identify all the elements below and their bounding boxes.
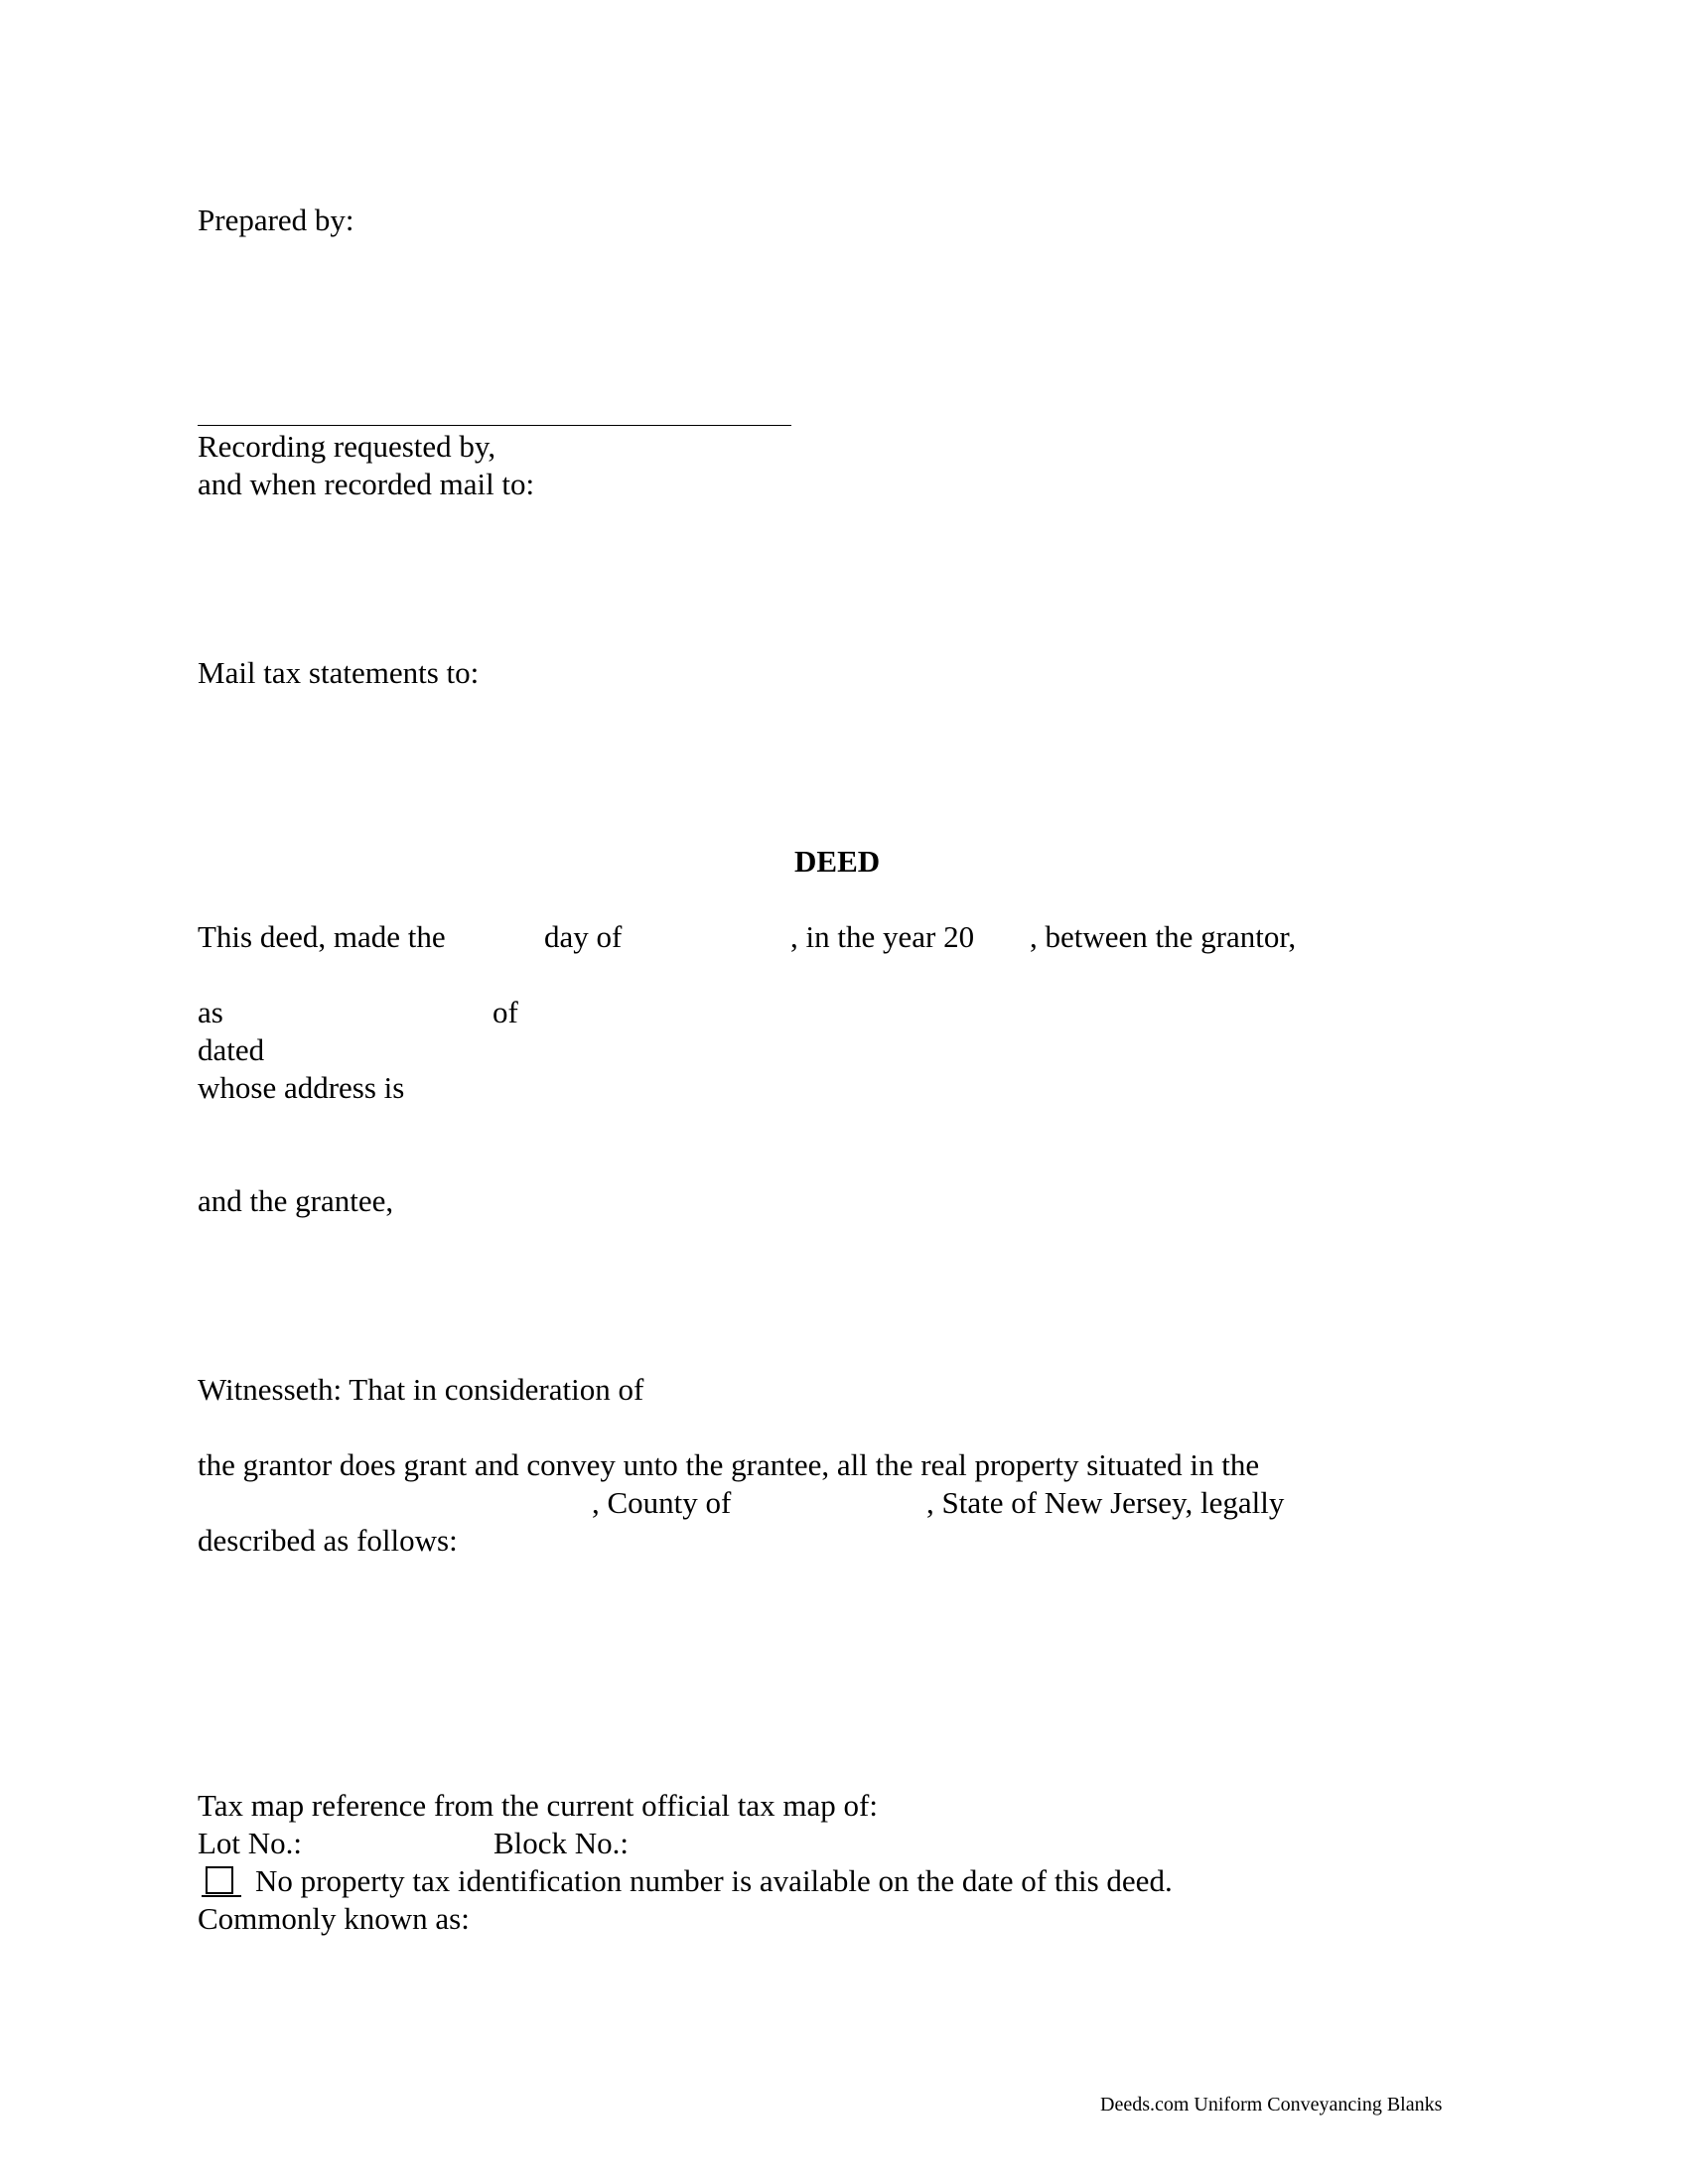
mail-tax-label: Mail tax statements to: — [198, 655, 480, 690]
described-text: described as follows: — [198, 1523, 458, 1558]
county-of-text: , County of — [592, 1485, 732, 1520]
day-of-text: day of — [544, 919, 623, 954]
commonly-known-label: Commonly known as: — [198, 1901, 470, 1936]
made-the-text: This deed, made the — [198, 919, 446, 954]
grantee-text: and the grantee, — [198, 1183, 394, 1218]
dated-text: dated — [198, 1032, 265, 1067]
between-grantor-text: , between the grantor, — [1030, 919, 1297, 954]
of-text: of — [492, 995, 518, 1029]
lot-no-label: Lot No.: — [198, 1826, 303, 1860]
footer-credit: Deeds.com Uniform Conveyancing Blanks — [1100, 2094, 1443, 2116]
whose-address-text: whose address is — [198, 1070, 405, 1105]
witnesseth-text: Witnesseth: That in consideration of — [198, 1372, 644, 1407]
deed-title: DEED — [794, 844, 881, 879]
when-recorded-label: and when recorded mail to: — [198, 467, 535, 501]
checkbox-underline — [202, 1895, 241, 1897]
block-no-label: Block No.: — [493, 1826, 630, 1860]
recording-requested-label: Recording requested by, — [198, 429, 496, 464]
no-tax-id-text: No property tax identification number is available on the date of this deed. — [255, 1863, 1173, 1898]
tax-map-reference-text: Tax map reference from the current official tax map of: — [198, 1788, 878, 1823]
in-the-year-text: , in the year 20 — [790, 919, 975, 954]
prepared-by-label: Prepared by: — [198, 203, 354, 237]
as-text: as — [198, 995, 223, 1029]
state-of-text: , State of New Jersey, legally — [926, 1485, 1285, 1520]
prepared-by-divider — [198, 425, 791, 426]
grant-convey-text: the grantor does grant and convey unto the grantee, all the real property situated in the — [198, 1447, 1260, 1482]
no-tax-id-checkbox[interactable] — [206, 1866, 233, 1894]
